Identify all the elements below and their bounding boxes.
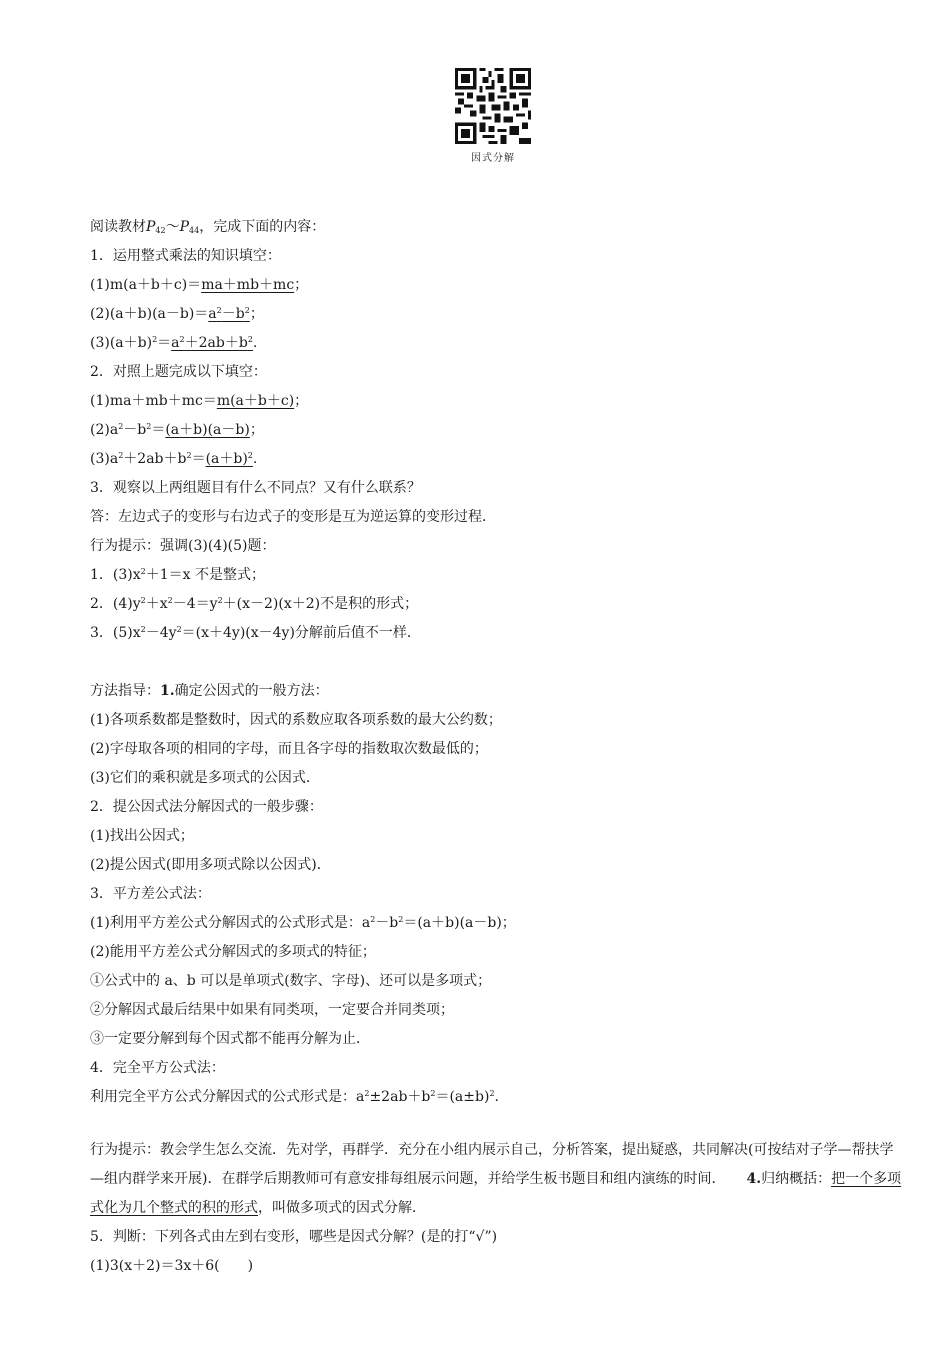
method-item-3: (3)它们的乘积就是多项式的公因式． <box>90 770 320 786</box>
hint-item-2: 2．$(4)y^2+x^2-4=y^2+(x-2)(x+2)$不是积的形式； <box>90 596 419 612</box>
reading-instruction: 阅读教材$P_{42}\sim P_{44}$，完成下面的内容： <box>90 219 326 235</box>
method-step-3-title: 3．平方差公式法： <box>90 886 211 902</box>
behavior-tip-paragraph: 行为提示：教会学生怎么交流．先对学，再群学．充分在小组内展示自己，分析答案，提出疑惑，共同解决(可按结对子学—帮扶学—组内群学来开展)．在群学后期教师可有意安排每组展示问题，并给学生板书题目和组内演练的时间． 4.归纳概括：把一个多项式化为几个整式的积的形式，叫做多项式的因式分解． <box>90 1142 902 1216</box>
answer-blank: ma＋mb＋mc <box>201 277 295 293</box>
answer-blank: $a^2+2ab+b^2$ <box>171 335 253 351</box>
section-2-item-1: (1)ma＋mb＋mc＝m(a＋b＋c)； <box>90 393 309 409</box>
qr-caption: 因式分解 <box>471 153 515 164</box>
hint-item-3: 3．$(5)x^2-4y^2=(x+4y)(x-4y)$分解前后值不一样． <box>90 625 421 641</box>
method-item-1: (1)各项系数都是整数时，因式的系数应取各项系数的最大公约数； <box>90 712 502 728</box>
qr-code-image <box>455 68 531 144</box>
method-step-2-item-1: (1)找出公因式； <box>90 828 194 844</box>
question-5-item-1: (1)3(x＋2)＝3x＋6( ) <box>90 1258 254 1274</box>
answer-blank: 把一个多项式化为几个整式的积的形式 <box>90 1171 902 1216</box>
question-5-title: 5．判断：下列各式由左到右变形，哪些是因式分解？(是的打“√”) <box>90 1229 498 1245</box>
method-step-3-item-2: (2)能用平方差公式分解因式的多项式的特征； <box>90 944 376 960</box>
method-step-4-title: 4．完全平方公式法： <box>90 1060 225 1076</box>
behavior-hint: 行为提示：强调(3)(4)(5)题： <box>90 538 276 554</box>
method-step-2-item-2: (2)提公因式(即用多项式除以公因式)． <box>90 857 331 873</box>
perfect-square-formula: 利用完全平方公式分解因式的公式形式是：$a^2\pm 2ab+b^2=(a\pm b)^2$. <box>90 1089 499 1105</box>
hint-item-1: 1．$(3)x^2+1=x$ 不是整式； <box>90 567 265 583</box>
feature-2: ②分解因式最后结果中如果有同类项，一定要合并同类项； <box>90 1002 454 1018</box>
answer-blank: $a^2-b^2$ <box>208 306 250 322</box>
answer-blank: $(a+b)^2$ <box>205 451 253 467</box>
answer-blank: m(a＋b＋c) <box>216 393 295 409</box>
section-2-title: 2．对照上题完成以下填空： <box>90 364 267 380</box>
answer-blank: (a＋b)(a－b) <box>165 422 250 438</box>
section-1-item-1: (1)m(a＋b＋c)＝ma＋mb＋mc； <box>90 277 309 293</box>
section-1-title: 1．运用整式乘法的知识填空： <box>90 248 281 264</box>
section-3-answer: 答：左边式子的变形与右边式子的变形是互为逆运算的变形过程． <box>90 509 496 525</box>
method-item-2: (2)字母取各项的相同的字母，而且各字母的指数取次数最低的； <box>90 741 488 757</box>
section-2-item-2: $(2)a^2-b^2=(a+b)(a-b)$； <box>90 422 264 438</box>
section-2-item-3: $(3)a^2+2ab+b^2=(a+b)^2$. <box>90 451 258 467</box>
section-1-item-3: $(3)(a+b)^2=a^2+2ab+b^2$. <box>90 335 258 351</box>
feature-1: ①公式中的 a、b 可以是单项式(数字、字母)、还可以是多项式； <box>90 973 492 989</box>
method-step-2-title: 2．提公因式法分解因式的一般步骤： <box>90 799 323 815</box>
section-1-item-2: $(2)(a+b)(a-b)=a^2-b^2$； <box>90 306 264 322</box>
section-3-title: 3．观察以上两组题目有什么不同点？又有什么联系？ <box>90 480 421 496</box>
feature-3: ③一定要分解到每个因式都不能再分解为止． <box>90 1031 370 1047</box>
method-title: 方法指导：1.确定公因式的一般方法： <box>90 683 329 699</box>
difference-of-squares-formula: (1)利用平方差公式分解因式的公式形式是：$a^2-b^2=(a+b)(a-b)$； <box>90 915 516 931</box>
